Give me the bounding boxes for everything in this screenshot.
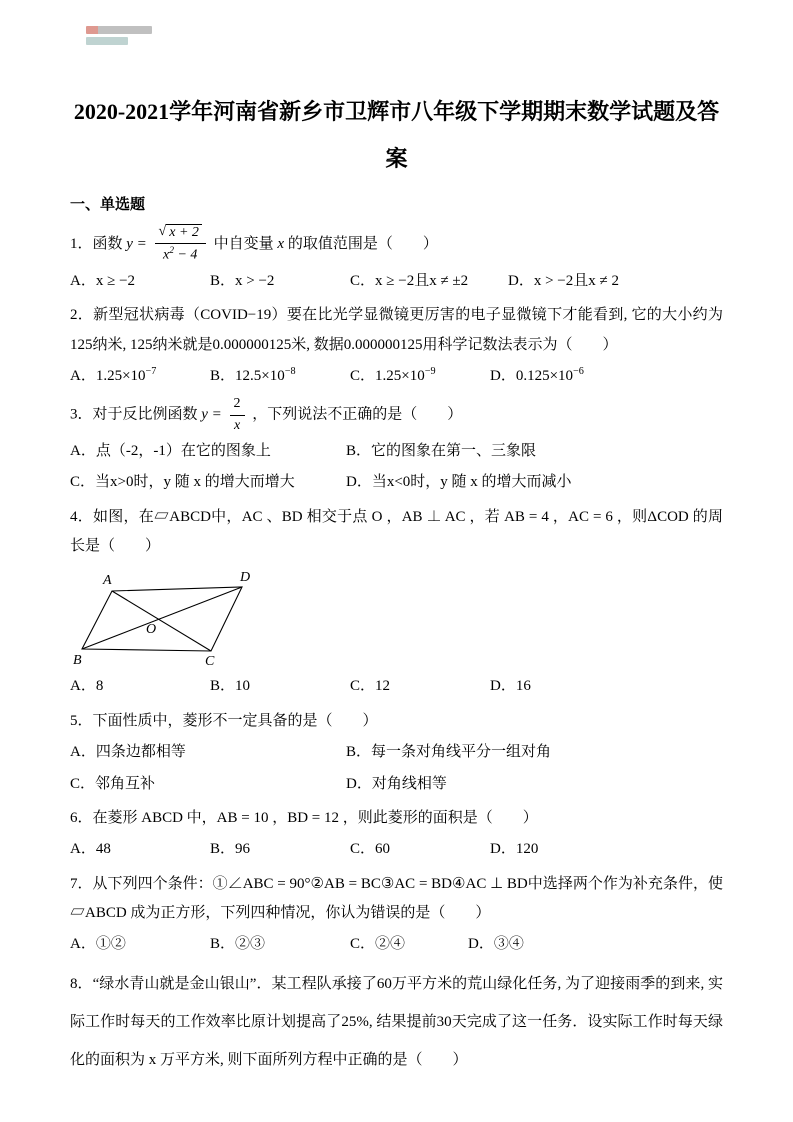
option-c: C．邻角互补	[70, 775, 156, 792]
question-3-stem	[70, 396, 723, 435]
option-b: B．x > −2	[210, 272, 275, 289]
option-base: B．12.5×10	[210, 367, 285, 384]
radical	[159, 224, 202, 242]
question-5-options	[70, 737, 723, 800]
vertex-label-c: C	[205, 654, 215, 670]
q1-text-post: 的取值范围是（ ）	[284, 235, 438, 252]
q1-lhs: y =	[126, 235, 147, 252]
option-a: A．点（-2，-1）在它的图象上	[70, 442, 271, 459]
center-label-o: O	[146, 622, 157, 638]
question-6-stem: 6．在菱形 ABCD 中，AB = 10 ，BD = 12 ，则此菱形的面积是（ ）	[70, 810, 538, 827]
option-base: C．1.25×10	[350, 367, 425, 384]
title-line-2: 案	[385, 146, 408, 172]
option-a: A．48	[70, 841, 111, 858]
q3-fraction	[230, 396, 245, 435]
question-2-options	[70, 361, 723, 393]
option-d: D．对角线相等	[346, 775, 447, 792]
option-exponent: −8	[284, 365, 296, 377]
question-4-options	[70, 671, 723, 703]
option-a: A．四条边都相等	[70, 744, 186, 761]
q1-fraction	[155, 224, 206, 265]
q3-lhs: y =	[201, 407, 222, 424]
vertex-label-d: D	[240, 570, 251, 586]
question-3-options	[70, 436, 723, 499]
q4-figure-svg	[72, 569, 267, 669]
den-rest: − 4	[173, 248, 198, 264]
question-6	[70, 804, 723, 866]
vertex-label-a: A	[103, 573, 112, 589]
question-4	[70, 503, 723, 703]
option-exponent: −9	[424, 365, 436, 377]
question-6-options	[70, 834, 723, 866]
option-a: A．①②	[70, 936, 126, 953]
question-5	[70, 707, 723, 800]
option-d: D．③④	[468, 936, 524, 953]
diagonal-ac	[112, 591, 211, 651]
section-heading: 一、单选题	[70, 196, 146, 213]
q1-numerator	[155, 224, 206, 245]
title-line-1: 2020-2021学年河南省新乡市卫辉市八年级下学期期末数学试题及答	[73, 99, 720, 124]
option-a	[70, 361, 210, 393]
question-2	[70, 301, 723, 392]
option-b	[210, 361, 350, 393]
question-8	[70, 965, 723, 1080]
question-7	[70, 870, 723, 961]
q1-denominator	[159, 244, 201, 264]
radicand: x + 2	[166, 224, 202, 242]
question-1-stem	[70, 224, 723, 265]
option-b: B．②③	[210, 936, 266, 953]
q3-text-post: ，下列说法不正确的是（ ）	[252, 407, 463, 424]
option-c: C．x ≥ −2且x ≠ ±2	[350, 272, 469, 289]
vertex-label-b: B	[73, 653, 82, 669]
option-b: B．96	[210, 841, 251, 858]
question-7-stem: 7．从下列四个条件：①∠ABC = 90°②AB = BC③AC = BD④AC ⊥ BD中选择两个作为补充条件，使▱ABCD 成为正方形，下列四种情况，你认为错误的是（ ）	[70, 875, 723, 922]
option-c: C．12	[350, 678, 391, 695]
den-var: x	[163, 248, 170, 264]
question-4-stem: 4．如图，在▱ABCD中，AC 、BD 相交于点 O ，AB ⊥ AC ，若 AB = 4 ，AC = 6 ，则ΔCOD 的周长是（ ）	[70, 508, 723, 555]
question-7-options	[70, 929, 723, 961]
den-exponent: 2	[169, 246, 174, 257]
option-b: B．每一条对角线平分一组对角	[346, 744, 552, 761]
option-c: C．当x>0时，y 随 x 的增大而增大	[70, 474, 295, 491]
option-base: D．0.125×10	[490, 367, 574, 384]
page-title	[70, 88, 723, 183]
option-d: D．120	[490, 841, 539, 858]
q3-denominator: x	[233, 418, 241, 434]
question-5-stem: 5．下面性质中，菱形不一定具备的是（ ）	[70, 712, 378, 729]
option-d: D．x > −2且x ≠ 2	[508, 272, 619, 289]
option-d: D．16	[490, 678, 531, 695]
option-a: A．8	[70, 678, 104, 695]
diagonal-bd	[82, 587, 242, 649]
question-1-options	[70, 266, 723, 298]
option-d: D．当x<0时，y 随 x 的增大而减小	[346, 474, 572, 491]
q1-text-mid: 中自变量	[213, 235, 278, 252]
q1-text-pre: 1．函数	[70, 235, 127, 252]
option-c: C．60	[350, 841, 391, 858]
option-exponent: −6	[573, 365, 584, 377]
question-1	[70, 224, 723, 298]
option-b: B．10	[210, 678, 251, 695]
option-base: A．1.25×10	[70, 367, 146, 384]
corner-watermark	[86, 26, 152, 48]
question-2-stem: 2．新型冠状病毒（COVID−19）要在比光学显微镜更厉害的电子显微镜下才能看到, 它的大小约为125纳米, 125纳米就是0.000000125米, 数据0.000000125用科学记数法表示为（ ）	[70, 307, 723, 353]
q3-text-pre: 3．对于反比例函数	[70, 407, 202, 424]
option-c: C．②④	[350, 936, 406, 953]
q3-numerator: 2	[230, 396, 245, 416]
question-8-stem: 8．“绿水青山就是金山银山”．某工程队承接了60万平方米的荒山绿化任务, 为了迎接雨季的到来, 实际工作时每天的工作效率比原计划提高了25%, 结果提前30天完成了这一任务．设实际工作时每天绿化的面积为 x 万平方米, 则下面所列方程中正确的是（ ）	[70, 975, 723, 1069]
option-d	[490, 361, 723, 393]
watermark-mark	[86, 26, 152, 34]
q4-parallelogram-figure	[72, 569, 723, 669]
radical-sign: √	[158, 223, 167, 239]
option-b: B．它的图象在第一、三象限	[346, 442, 537, 459]
option-exponent: −7	[145, 365, 157, 377]
question-3	[70, 396, 723, 499]
q1-var: x	[277, 235, 285, 252]
option-a: A．x ≥ −2	[70, 272, 136, 289]
option-c	[350, 361, 490, 393]
watermark-mark	[86, 37, 128, 45]
